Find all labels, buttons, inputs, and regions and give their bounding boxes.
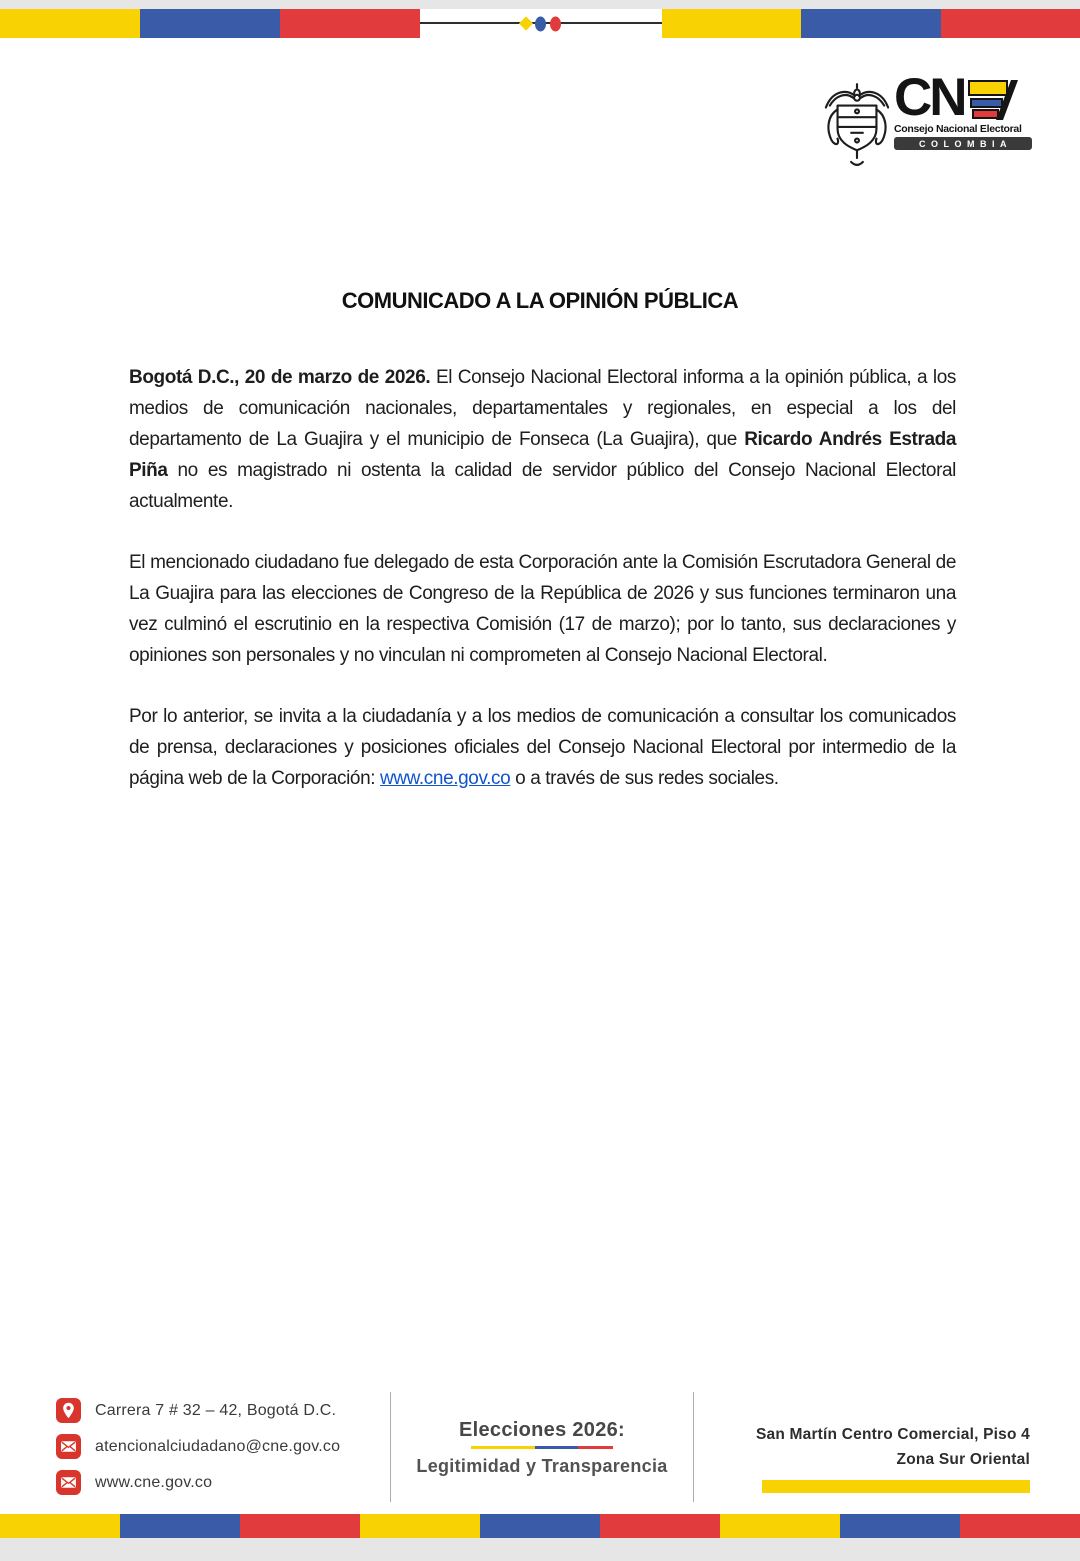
text-run: o a través de sus redes sociales. bbox=[510, 768, 779, 789]
envelope-icon bbox=[56, 1434, 81, 1459]
contact-text: www.cne.gov.co bbox=[95, 1473, 213, 1491]
contact-item bbox=[56, 1470, 376, 1495]
bold-text-run: Bogotá D.C., 20 de marzo de 2026. bbox=[129, 367, 431, 388]
paragraph bbox=[129, 362, 956, 517]
page-top-edge bbox=[0, 0, 1080, 9]
logo-name: Consejo Nacional Electoral bbox=[894, 123, 1022, 135]
flag-segment-blue bbox=[840, 1514, 960, 1538]
text-run: no es magistrado ni ostenta la calidad de servidor público del Consejo Nacional Electoral actualmente. bbox=[129, 460, 956, 512]
top-band-right bbox=[662, 9, 1080, 38]
flag-segment-red bbox=[941, 9, 1080, 38]
cn-row bbox=[894, 68, 1032, 127]
cne-logo bbox=[820, 68, 1032, 170]
flag-segment-yellow bbox=[662, 9, 801, 38]
text-run: El Consejo Nacional Electoral informa a la opinión pública, a los medios de comunicación nacionales, departamentales y regionales, en especial a los del departamento de La Guajira y el municipio de Fonseca (La Guajira), que bbox=[129, 367, 956, 450]
campaign-underline bbox=[471, 1446, 613, 1449]
cne-website-link[interactable]: www.cne.gov.co bbox=[380, 768, 511, 789]
colombia-bar: COLOMBIA bbox=[894, 137, 1032, 150]
flag-segment-yellow bbox=[0, 9, 140, 38]
flag-segment-yellow bbox=[0, 1514, 120, 1538]
cn-letters: CN bbox=[894, 68, 965, 127]
page-bottom-edge bbox=[0, 1538, 1080, 1561]
text-run: El mencionado ciudadano fue delegado de esta Corporación ante la Comisión Escrutadora General de La Guajira para las elecciones de Congreso de la República de 2026 y sus funciones terminaron una vez culminó el escrutinio en la respectiva Comisión (17 de marzo); por lo tanto, sus declaraciones y opiniones son personales y no vinculan ni comprometen al Consejo Nacional Electoral. bbox=[129, 552, 956, 666]
address-line-2: Zona Sur Oriental bbox=[896, 1451, 1030, 1468]
flag-segment-blue bbox=[140, 9, 280, 38]
footer-contact-list bbox=[56, 1398, 376, 1506]
flag-segment-blue bbox=[801, 9, 940, 38]
flag-segment-red bbox=[280, 9, 420, 38]
flag-segment-red bbox=[600, 1514, 720, 1538]
address-line-1: San Martín Centro Comercial, Piso 4 bbox=[755, 1426, 1030, 1443]
underline-segment-yellow bbox=[471, 1446, 535, 1449]
flag-dot-yellow bbox=[519, 16, 533, 30]
top-band-left bbox=[0, 9, 420, 38]
page-title: COMUNICADO A LA OPINIÓN PÚBLICA bbox=[341, 288, 739, 313]
text-run: Por lo anterior, se invita a la ciudadanía y a los medios de comunicación a consultar los comunicados de prensa, declaraciones y posiciones oficiales del Consejo Nacional Electoral por intermedio de la página web de la Corporación: bbox=[129, 706, 956, 789]
contact-text: atencionalciudadano@cne.gov.co bbox=[95, 1437, 341, 1455]
paragraph bbox=[129, 547, 956, 671]
campaign-subtitle: Legitimidad y Transparencia bbox=[416, 1456, 668, 1476]
location-pin-icon bbox=[56, 1398, 81, 1423]
contact-text: Carrera 7 # 32 – 42, Bogotá D.C. bbox=[95, 1401, 337, 1419]
underline-segment-blue bbox=[535, 1446, 578, 1449]
bold-text-run: Ricardo Andrés Estrada Piña bbox=[129, 429, 956, 481]
bottom-flag-band bbox=[0, 1514, 1080, 1538]
envelope-icon bbox=[56, 1470, 81, 1495]
footer-campaign bbox=[391, 1419, 693, 1477]
flag-segment-yellow bbox=[720, 1514, 840, 1538]
campaign-title: Elecciones 2026: bbox=[458, 1419, 625, 1441]
flag-segment-blue bbox=[120, 1514, 240, 1538]
cne-logotype bbox=[894, 68, 1032, 150]
paragraph bbox=[129, 701, 956, 794]
contact-item bbox=[56, 1434, 376, 1459]
address-underline bbox=[762, 1480, 1030, 1493]
flag-segment-blue bbox=[480, 1514, 600, 1538]
flag-segment-yellow bbox=[360, 1514, 480, 1538]
flag-dot-blue bbox=[535, 16, 546, 31]
flag-segment-red bbox=[960, 1514, 1080, 1538]
contact-item bbox=[56, 1398, 376, 1423]
footer-divider-right bbox=[693, 1392, 694, 1502]
flag-segment-red bbox=[240, 1514, 360, 1538]
footer-address bbox=[700, 1422, 1030, 1493]
band-dots bbox=[521, 16, 561, 31]
cne-flag-e-icon bbox=[968, 80, 1018, 120]
document-body bbox=[129, 362, 956, 824]
coat-of-arms-icon bbox=[822, 82, 892, 168]
underline-segment-red bbox=[578, 1446, 614, 1449]
flag-dot-red bbox=[550, 16, 561, 31]
top-flag-band bbox=[0, 9, 1080, 38]
top-band-center bbox=[420, 9, 662, 38]
